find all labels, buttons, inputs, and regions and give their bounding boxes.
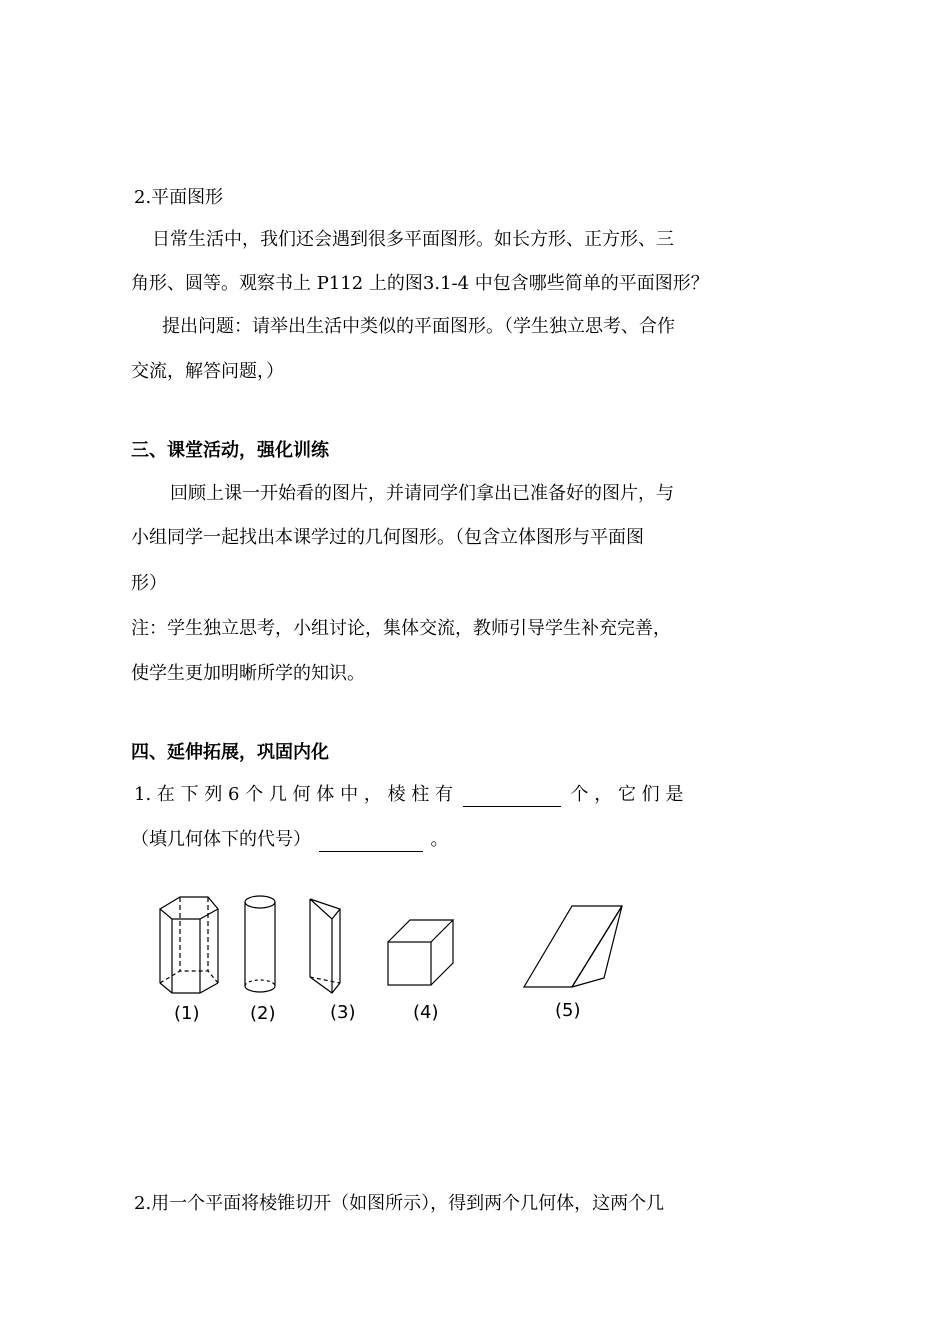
question-text: 个 ， (570, 784, 613, 805)
oblique-prism-figure (524, 906, 622, 987)
figure-label-2: (2) (250, 1003, 276, 1024)
triangular-prism-figure (310, 899, 340, 993)
paragraph-line: 小组同学一起找出本课学过的几何图形。（包含立体图形与平面图 (131, 527, 644, 548)
question-2-line-1: 2.用一个平面将棱锥切开（如图所示），得到两个几何体，这两个几 (134, 1193, 665, 1214)
section-heading-extension: 四、延伸拓展，巩固内化 (131, 742, 329, 763)
figure-label-4: (4) (413, 1002, 439, 1023)
question-1-line-1 (134, 783, 683, 807)
figure-label-5: (5) (555, 1000, 581, 1021)
paragraph-line: 形） (131, 573, 167, 594)
figure-label-1: (1) (174, 1003, 200, 1024)
figure-label-3: (3) (330, 1002, 356, 1023)
paragraph-line: 提出问题：请举出生活中类似的平面图形。（学生独立思考、合作 (162, 316, 675, 337)
text-span: 解答问题，） (185, 361, 284, 382)
note-line: 注：学生独立思考，小组讨论，集体交流，教师引导学生补充完善， (131, 618, 671, 639)
question-text: 1. 在 下 列 6 个 几 何 体 中 ， 棱 柱 有 (134, 784, 454, 805)
cylinder-figure (245, 896, 275, 992)
paragraph-line: 回顾上课一开始看的图片，并请同学们拿出已准备好的图片，与 (170, 483, 674, 504)
text-span: 3.1-4 中包含哪些简单的平面图形？ (422, 273, 709, 294)
section-heading-plane-figures: 2.平面图形 (134, 187, 224, 208)
text-span: 交流， (131, 361, 185, 382)
text-span: 角形、圆等。观察书上 P112 上的图 (131, 273, 423, 294)
paragraph-line (131, 272, 709, 296)
paragraph-line (131, 360, 284, 384)
question-text: （填几何体下的代号） (131, 829, 311, 850)
question-1-line-2 (131, 828, 448, 852)
paragraph-line: 日常生活中，我们还会遇到很多平面图形。如长方形、正方形、三 (152, 229, 674, 250)
answer-blank-codes[interactable] (319, 833, 423, 852)
answer-blank-count[interactable] (463, 788, 561, 807)
question-text: 它 们 是 (617, 784, 684, 805)
note-line: 使学生更加明晰所学的知识。 (131, 663, 365, 684)
section-heading-classroom-activity: 三、课堂活动，强化训练 (131, 440, 329, 461)
hexagonal-prism-figure (160, 897, 218, 993)
cuboid-figure (388, 920, 453, 985)
question-text: 。 (430, 829, 449, 850)
